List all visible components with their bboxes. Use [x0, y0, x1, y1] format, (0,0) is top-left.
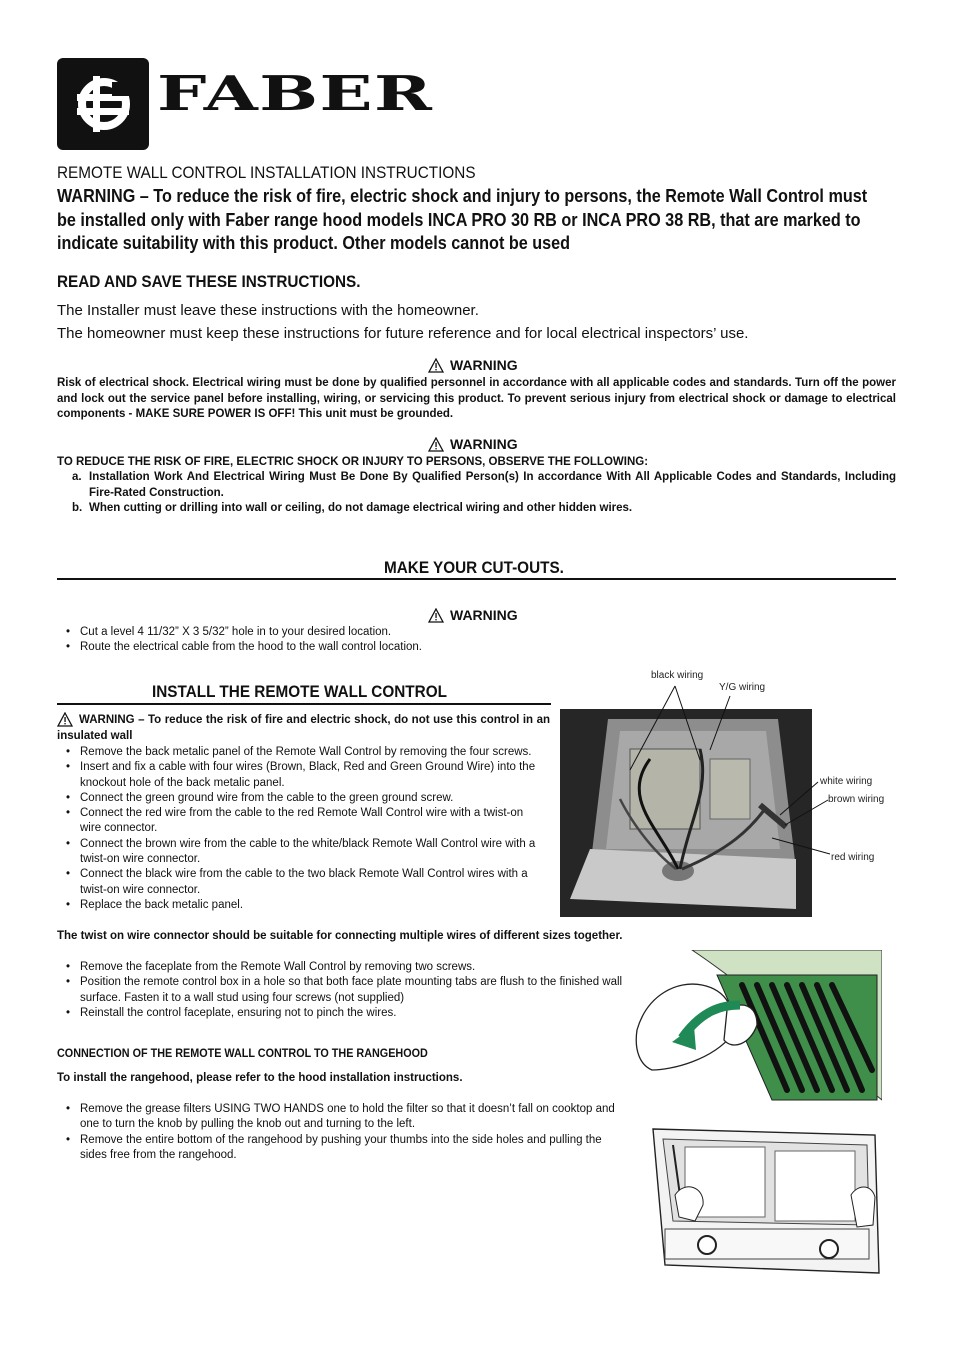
list-item: • Connect the black wire from the cable to the two black Remote Wall Control wires with a twist-on wire connector. — [57, 867, 547, 898]
warning-2-label: WARNING — [450, 436, 518, 452]
list-item: • Connect the green ground wire from the cable to the green ground screw. — [57, 791, 547, 806]
warning-triangle-icon — [428, 437, 444, 452]
warning-2-heading — [428, 436, 518, 452]
label-black-wiring: black wiring — [651, 670, 704, 681]
rangehood-bottom-illustration — [645, 1125, 885, 1275]
label-yg-wiring: Y/G wiring — [719, 682, 766, 693]
list-item: • Position the remote control box in a hole so that both face plate mounting tabs are flush to the finished wall surface. Fasten it to a wall stud using four screws (not supplied) — [57, 975, 627, 1006]
warning-2-list — [57, 470, 896, 517]
list-item: • Route the electrical cable from the hood to the wall control location. — [57, 640, 877, 655]
cutouts-heading: MAKE YOUR CUT-OUTS. — [384, 558, 564, 577]
cutouts-list — [57, 625, 877, 656]
section-divider — [57, 703, 551, 705]
page-title: REMOTE WALL CONTROL INSTALLATION INSTRUCTIONS — [57, 163, 476, 182]
list-item: • Connect the brown wire from the cable to the white/black Remote Wall Control wire with a twist-on wire connector. — [57, 837, 547, 868]
install-steps-2 — [57, 960, 627, 1021]
homeowner-note: The homeowner must keep these instructions for future reference and for local electrical inspectors’ use. — [57, 325, 749, 342]
label-brown-wiring: brown wiring — [828, 794, 885, 805]
install-warning-text: WARNING – To reduce the risk of fire and electric shock, do not use this control in an insulated wall — [57, 714, 550, 742]
read-save-heading: READ AND SAVE THESE INSTRUCTIONS. — [57, 272, 361, 291]
list-item — [57, 501, 896, 517]
installer-note: The Installer must leave these instructions with the homeowner. — [57, 302, 479, 319]
connection-heading: CONNECTION OF THE REMOTE WALL CONTROL TO THE RANGEHOOD — [57, 1046, 428, 1060]
list-item: • Insert and fix a cable with four wires (Brown, Black, Red and Green Ground Wire) into the knockout hole of the back metalic panel. — [57, 760, 547, 791]
header-warning: WARNING – To reduce the risk of fire, electric shock and injury to persons, the Remote Wall Control must be installed only with Faber range hood models INCA PRO 30 RB or INCA PRO 38 RB, that are marked to indicate suitability with this product. Other models cannot be used — [57, 186, 868, 253]
list-text: Installation Work And Electrical Wiring Must Be Done By Qualified Person(s) In accordance With All Applicable Codes and Standards, Including Fire-Rated Construction. — [89, 471, 896, 499]
list-item: • Remove the back metalic panel of the Remote Wall Control by removing the four screws. — [57, 745, 547, 760]
connection-note: To install the rangehood, please refer to the hood installation instructions. — [57, 1072, 463, 1084]
list-item: • Remove the grease filters USING TWO HANDS one to hold the filter so that it doesn’t fall on cooktop and one to turn the knob by pulling the knob out and turning to the left. — [57, 1102, 617, 1133]
warning-1-text: Risk of electrical shock. Electrical wiring must be done by qualified personnel in accordance with all applicable codes and standards. Turn off the power and lock out the service panel before installing, wiring, or servicing this product. To prevent serious injury from electrical shock or damage to electrical components - MAKE SURE POWER IS OFF! This unit must be grounded. — [57, 377, 896, 420]
warning-2-intro: TO REDUCE THE RISK OF FIRE, ELECTRIC SHOCK OR INJURY TO PERSONS, OBSERVE THE FOLLOWING: — [57, 456, 649, 468]
list-letter: b. — [72, 502, 83, 514]
filter-removal-illustration — [632, 950, 882, 1105]
list-letter: a. — [72, 471, 82, 483]
label-white-wiring: white wiring — [820, 776, 873, 787]
label-red-wiring: red wiring — [831, 852, 875, 863]
faber-emblem-icon — [57, 58, 149, 150]
list-text: When cutting or drilling into wall or ceiling, do not damage electrical wiring and other hidden wires. — [89, 502, 633, 514]
cutouts-warning-heading — [428, 607, 518, 623]
faber-logo-mark — [57, 58, 149, 150]
install-heading: INSTALL THE REMOTE WALL CONTROL — [152, 682, 447, 701]
list-item: • Reinstall the control faceplate, ensuring not to pinch the wires. — [57, 1006, 627, 1021]
warning-1-heading — [428, 357, 518, 373]
warning-1-label: WARNING — [450, 357, 518, 373]
list-item: • Connect the red wire from the cable to the red Remote Wall Control wire with a twist-on wire connector. — [57, 806, 547, 837]
section-divider — [57, 578, 896, 580]
warning-triangle-icon — [428, 608, 444, 623]
list-item: • Cut a level 4 11/32” X 3 5/32” hole in to your desired location. — [57, 625, 877, 640]
install-steps — [57, 745, 547, 913]
list-item: • Remove the faceplate from the Remote Wall Control by removing two screws. — [57, 960, 627, 975]
brand-wordmark: FABER — [157, 66, 434, 122]
cutouts-warning-label: WARNING — [450, 607, 518, 623]
install-note: The twist on wire connector should be suitable for connecting multiple wires of different sizes together. — [57, 930, 623, 942]
connection-list — [57, 1102, 617, 1163]
list-item: • Remove the entire bottom of the rangehood by pushing your thumbs into the side holes and pulling the sides free from the rangehood. — [57, 1133, 617, 1164]
list-item — [57, 470, 896, 501]
install-warning — [57, 713, 550, 744]
warning-triangle-icon — [57, 712, 73, 727]
list-item: • Replace the back metalic panel. — [57, 898, 547, 913]
warning-triangle-icon — [428, 358, 444, 373]
wiring-callout-lines — [600, 680, 860, 860]
